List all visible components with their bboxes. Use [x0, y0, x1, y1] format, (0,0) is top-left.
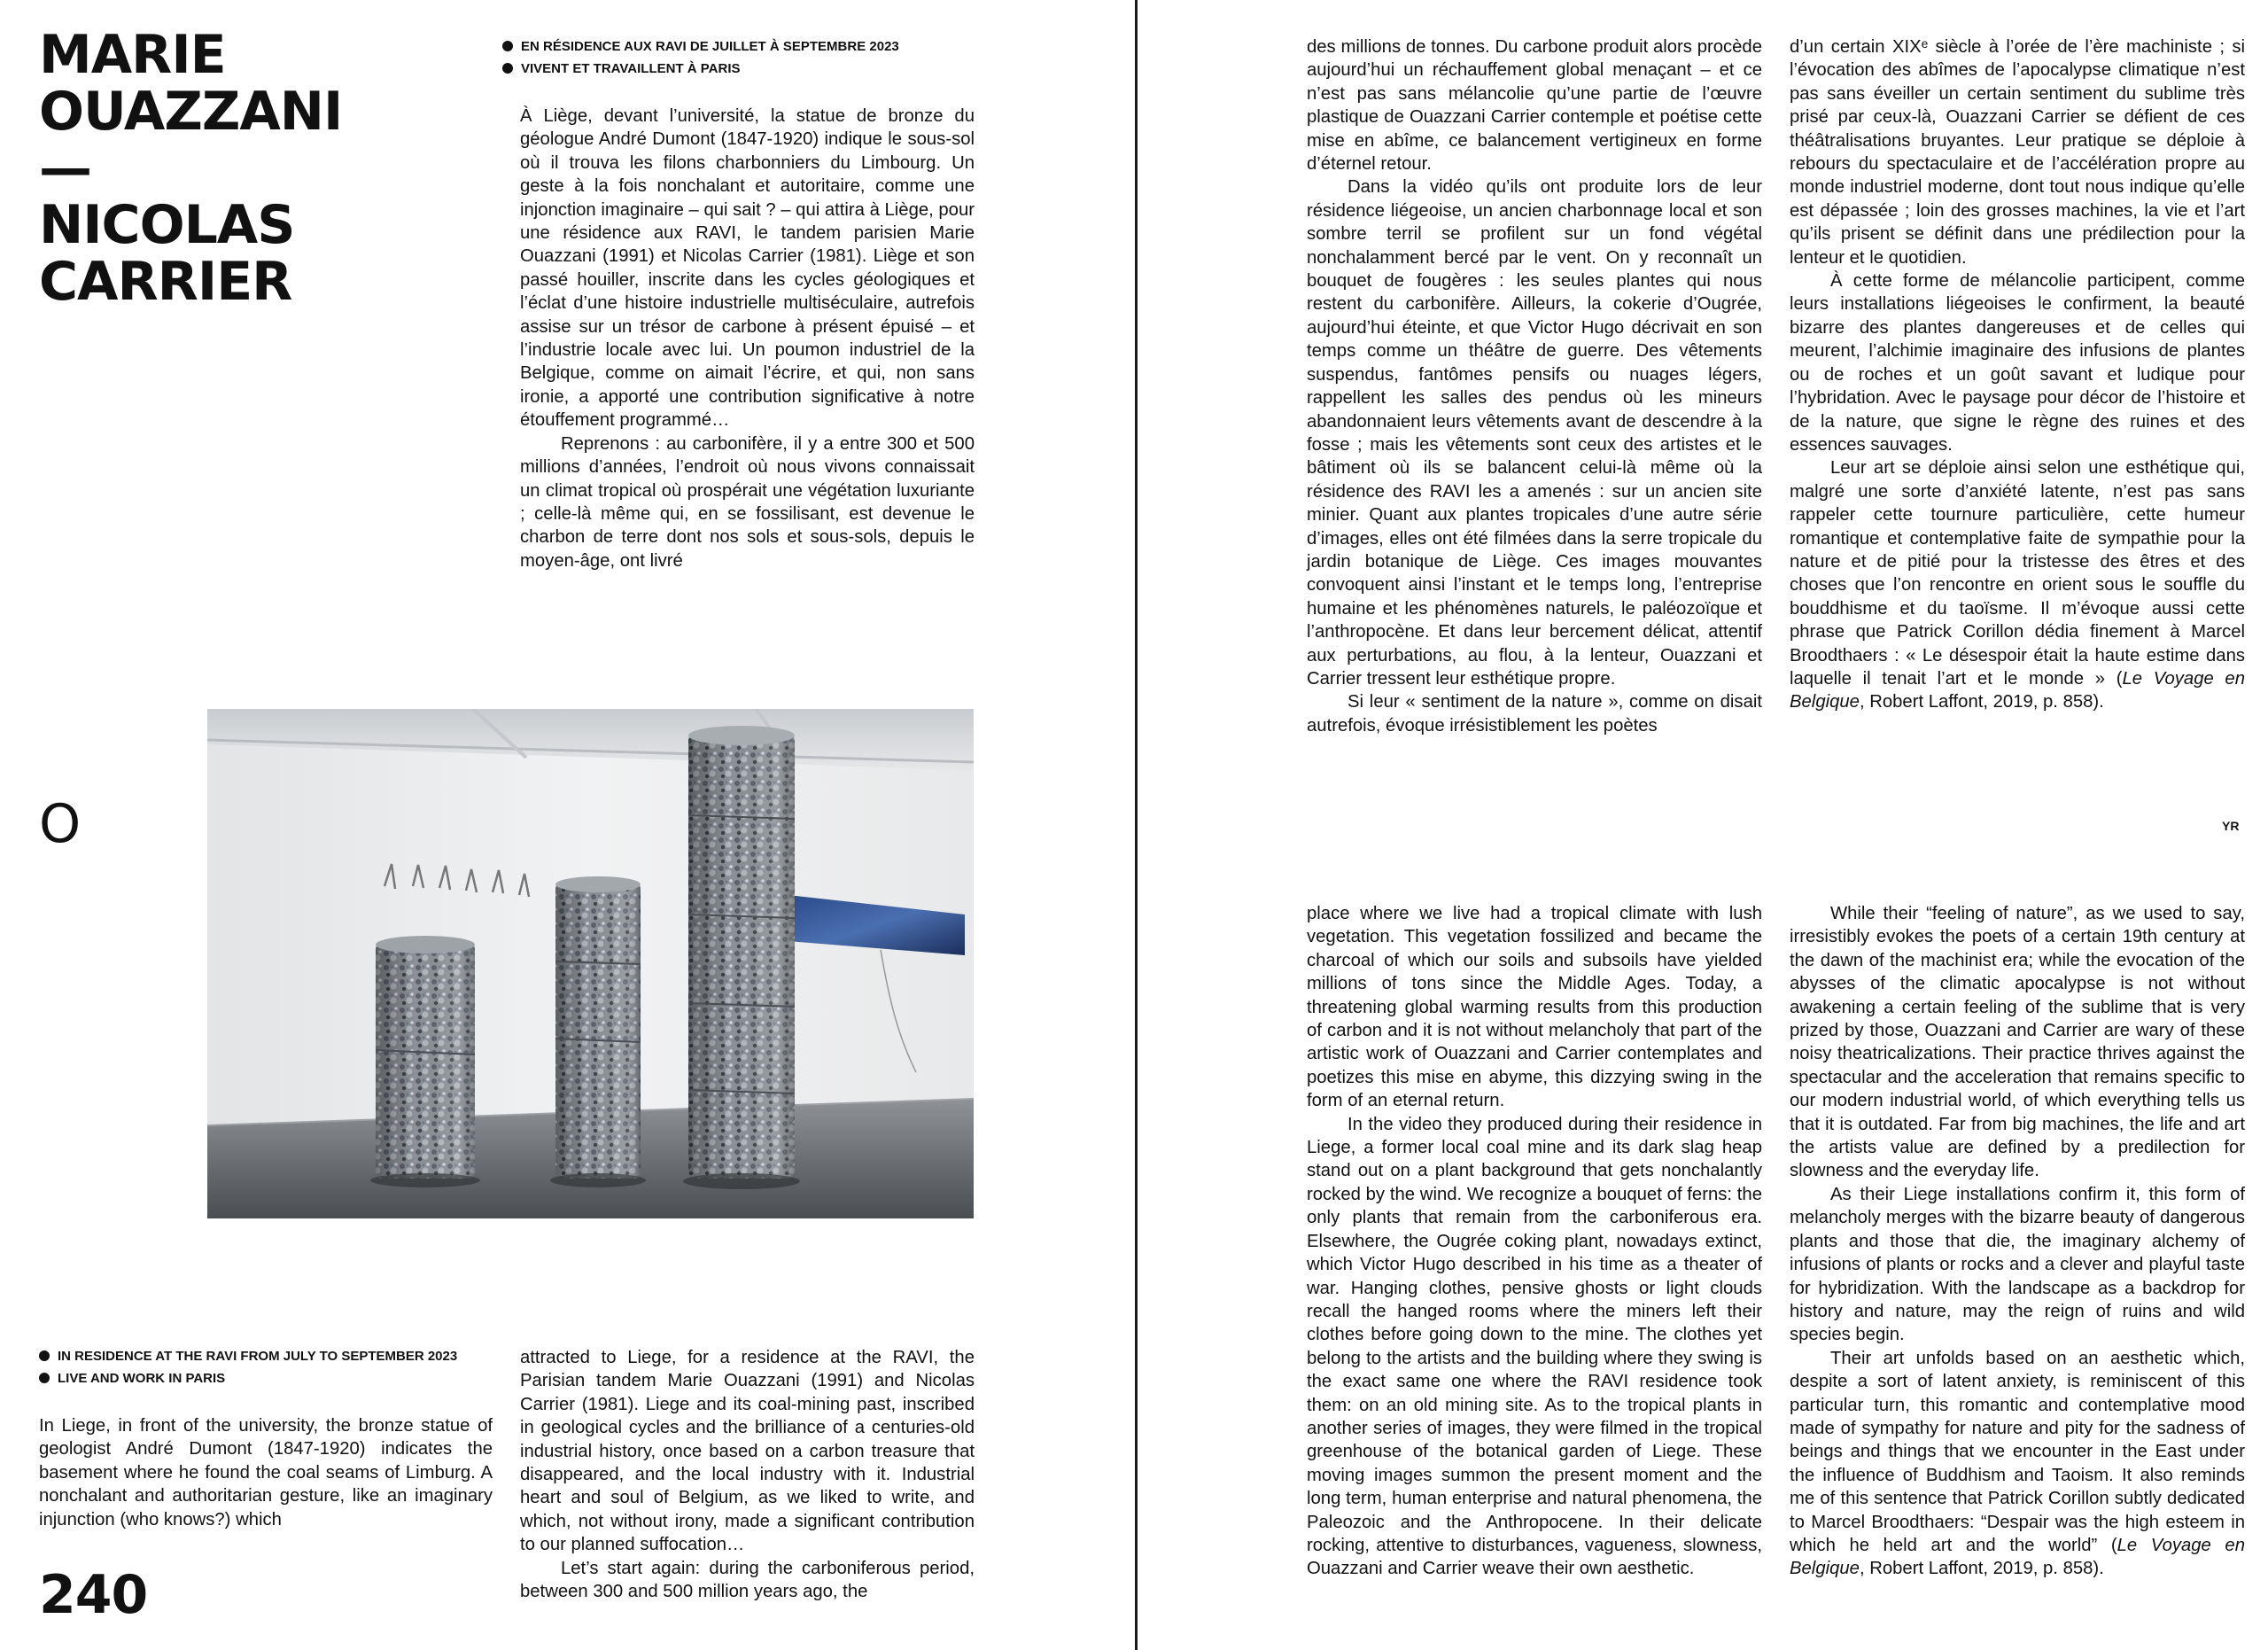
- en-column-1: [39, 1414, 493, 1531]
- author-signature: YR: [2222, 819, 2240, 833]
- paragraph: Dans la vidéo qu’ils ont produite lors de leur résidence liégeoise, un ancien charbonnage local et son sombre terril se profilent sur un fond végétal nonchalamment bercé par le vent. On y reconnaît un bouquet de fougères : les seules plantes qui nous restent du carbonifère. Ailleurs, la cokerie d’Ougrée, aujourd’hui éteinte, et que Victor Hugo décrivait en son temps comme un théâtre de guerre. Des vêtements suspendus, fantômes pensifs ou nuages légers, rappellent les salles des pendus où les mineurs abandonnaient leurs vêtements avant de descendre à la fosse ; mais les vêtements sont ceux des artistes et le bâtiment où ils se balancent celui-là même où la résidence des RAVI les a amenés : sur un ancien site minier. Quant aux plantes tropicales d’une autre série d’images, elles ont été filmées dans la serre tropicale du jardin botanique de Liège. Ces images mouvantes convoquent ainsi l’instant et le temps long, l’entreprise humaine et les phénomènes naturels, le paléozoïque et l’anthropocène. Et dans leur bercement délicat, attentif aux perturbations, au flou, à la lenteur, Ouazzani et Carrier tressent leur esthétique propre.: [1307, 177, 1762, 689]
- en-column-3: [1307, 902, 1762, 1581]
- book-title: Le Voyage en Belgique: [1790, 668, 2245, 712]
- page-number: 240: [39, 1564, 148, 1626]
- paragraph: Si leur « sentiment de la nature », comme on disait autrefois, évoque irrésistiblement les poètes: [1307, 692, 1762, 735]
- en-meta-residence: IN RESIDENCE AT THE RAVI FROM JULY TO SEPTEMBER 2023: [39, 1345, 457, 1367]
- en-meta-list: [39, 1345, 457, 1389]
- en-meta-location: LIVE AND WORK IN PARIS: [39, 1367, 457, 1389]
- paragraph: Reprenons : au carbonifère, il y a entre 300 et 500 millions d’années, l’endroit où nous vivons connaissait un climat tropical où prospérait une végétation luxuriante ; celle-là même qui, en se fossilisant, est devenue le charbon de terre dont nos sols et sous-sols, depuis le moyen-âge, ont livré: [520, 433, 975, 571]
- title-line: —: [39, 137, 91, 199]
- fr-meta-list: [502, 35, 899, 80]
- fr-meta-residence: EN RÉSIDENCE AUX RAVI DE JUILLET À SEPTEMBRE 2023: [502, 35, 899, 58]
- paragraph: place where we live had a tropical climate with lush vegetation. This vegetation fossilized and became the charcoal of which our soils and subsoils have yielded millions of tons since the Middle Ages. Today, a threatening global warming results from this production of carbon and it is not without melancholy that part of the artistic work of Ouazzani and Carrier contemplates and poetizes this mise en abyme, this dizzying swing in the form of an eternal return.: [1307, 904, 1762, 1111]
- fr-meta-location: VIVENT ET TRAVAILLENT À PARIS: [502, 58, 899, 80]
- title-line: CARRIER: [39, 251, 292, 313]
- paragraph: À Liège, devant l’université, la statue de bronze du géologue André Dumont (1847-1920) indique le sous-sol où il trouva les filons charbonniers du Limbourg. Un geste à la fois nonchalant et autoritaire, comme une injonction imaginaire – qui sait ? – qui attira à Liège, pour une résidence aux RAVI, le tandem parisien Marie Ouazzani (1991) et Nicolas Carrier (1981). Liège et son passé houiller, inscrite dans les cycles géologiques et l’éclat d’une histoire industrielle multiséculaire, autrefois assise sur un trésor de carbone à présent épuisé – et l’industrie locale avec lui. Un poumon industriel de la Belgique, comme on aimait l’écrire, et qui, non sans ironie, a apporté une contribution significative à notre étouffement programmé…: [520, 106, 975, 431]
- paragraph: des millions de tonnes. Du carbone produit alors procède aujourd’hui un réchauffement global menaçant – et ce n’est pas sans mélancolie qu’une partie de l’œuvre plastique de Ouazzani Carrier contemple et poétise cette mise en abîme, ce balancement vertigineux en forme d’éternel retour.: [1307, 37, 1762, 175]
- paragraph: d’un certain XIXᵉ siècle à l’orée de l’ère machiniste ; si l’évocation des abîmes de l’apocalypse climatique n’est pas sans éveiller un certain sentiment du sublime très prisé par ceux-là, Ouazzani Carrier se défient de ces théâtralisations bruyantes. Leur pratique se déploie à rebours du spectaculaire et de l’accélération propre au monde industriel moderne, dont tout nous indique qu’elle est dépassée ; loin des grosses machines, la vie et l’art qu’ils prisent se définit dans une prédilection pour la lenteur et le quotidien.: [1790, 37, 2245, 268]
- book-title: Le Voyage en Belgique: [1790, 1535, 2245, 1579]
- title-line: NICOLAS: [39, 194, 295, 256]
- text-run: Their art unfolds based on an aesthetic which, despite a sort of latent anxiety, is reminiscent of this particular turn, this romantic and contemplative mood made of sympathy for nature and pity for the sadness of beings and things that we encounter in the East under the influence of Buddhism and Taoism. It also reminds me of this sentence that Patrick Corillon subtly dedicated to Marcel Broodthaers: “Despair was the high esteem in which he held art and the world” (: [1790, 1348, 2245, 1555]
- paragraph: While their “feeling of nature”, as we used to say, irresistibly evokes the poets of a certain 19th century at the dawn of the machinist era; while the evocation of the abysses of the climatic apocalypse is not without awakening a certain feeling of the sublime that is very prized by those, Ouazzani and Carrier are wary of these noisy theatricalizations. Their practice thrives against the spectacular and the acceleration that remains specific to our modern industrial world, of which everything tells us that it is outdated. Far from big machines, the life and art the artists value are defined by a predilection for slowness and the everyday life.: [1790, 904, 2245, 1181]
- fr-column-3: [1307, 35, 1762, 737]
- text-run: Leur art se déploie ainsi selon une esthétique qui, malgré une sorte d’anxiété latente, n’est pas sans rappeler cette tournure particulière, cette humeur romantique et contemplative faite de sympathie pour la nature et de pitié pour la tristesse des êtres et des choses que l’on rencontre en orient sous le souffle du bouddhisme et du taoïsme. Il m’évoque aussi cette phrase que Patrick Corillon dédia finement à Marcel Broodthaers : « Le désespoir était la haute estime dans laquelle il tenait l’art et le monde » (: [1790, 458, 2245, 689]
- section-glyph: O: [39, 793, 82, 855]
- artist-title: [39, 24, 343, 313]
- title-line: MARIE: [39, 24, 226, 86]
- fr-column-4: [1790, 35, 2245, 714]
- paragraph: As their Liege installations confirm it, this form of melancholy merges with the bizarre beauty of dangerous plants and those that die, the imaginary alchemy of infusions of plants or rocks and a clever and playful taste for hybridization. With the landscape as a backdrop for history and nature, may the reign of ruins and wild species begin.: [1790, 1184, 2245, 1345]
- paragraph: attracted to Liege, for a residence at the RAVI, the Parisian tandem Marie Ouazzani (1991) and Nicolas Carrier (1981). Liege and its coal-mining past, inscribed in geological cycles and the brilliance of a centuries-old industrial history, once based on a carbon treasure that disappeared, and the local industry with it. Industrial heart and soul of Belgium, as we liked to write, and which, not without irony, made a significant contribution to our planned suffocation…: [520, 1348, 975, 1555]
- fr-column-1: [520, 105, 975, 572]
- paragraph: [1790, 1347, 2245, 1581]
- en-column-4: [1790, 902, 2245, 1581]
- paragraph: [1790, 456, 2245, 713]
- paragraph: À cette forme de mélancolie participent, comme leurs installations liégeoises le confirment, la beauté bizarre des plantes dangereuses et de celles qui meurent, l’alchimie imaginaire des infusions de plantes ou de roches et un goût savant et ludique pour l’hybridation. Avec le paysage pour décor de l’histoire et de la nature, que signe le règne des ruines et des essences sauvages.: [1790, 271, 2245, 455]
- title-line: OUAZZANI: [39, 81, 343, 143]
- en-column-2: [520, 1346, 975, 1603]
- paragraph: In the video they produced during their residence in Liege, a former local coal mine and its dark slag heap stand out on a plant background that gets nonchalantly rocked by the wind. We recognize a bouquet of ferns: the only plants that remain from the carboniferous era. Elsewhere, the Ougrée coking plant, nowadays extinct, which Victor Hugo described in his time as a theater of war. Hanging clothes, pensive ghosts or light clouds recall the hanged rooms where the miners left their clothes before going down to the mine. The clothes yet belong to the artists and the building where they swing is the exact same one where the RAVI residence took them: on an old mining site. As to the tropical plants in another series of images, they were filmed in the tropical greenhouse of the botanical garden of Liege. These moving images summon the present moment and the long term, human enterprise and natural phenomena, the Paleozoic and the Anthropocene. In their delicate rocking, attentive to disturbances, vagueness, slowness, Ouazzani and Carrier weave their own aesthetic.: [1307, 1114, 1762, 1579]
- installation-photo: [207, 709, 974, 1218]
- text-run: , Robert Laffont, 2019, p. 858).: [1859, 1559, 2104, 1579]
- paragraph: Let’s start again: during the carboniferous period, between 300 and 500 million years ago, the: [520, 1558, 975, 1602]
- paragraph: In Liege, in front of the university, the bronze statue of geologist André Dumont (1847-1920) indicates the basement where he found the coal seams of Limburg. A nonchalant and authoritarian gesture, like an imaginary injunction (who knows?) which: [39, 1416, 493, 1529]
- text-run: , Robert Laffont, 2019, p. 858).: [1859, 692, 2104, 712]
